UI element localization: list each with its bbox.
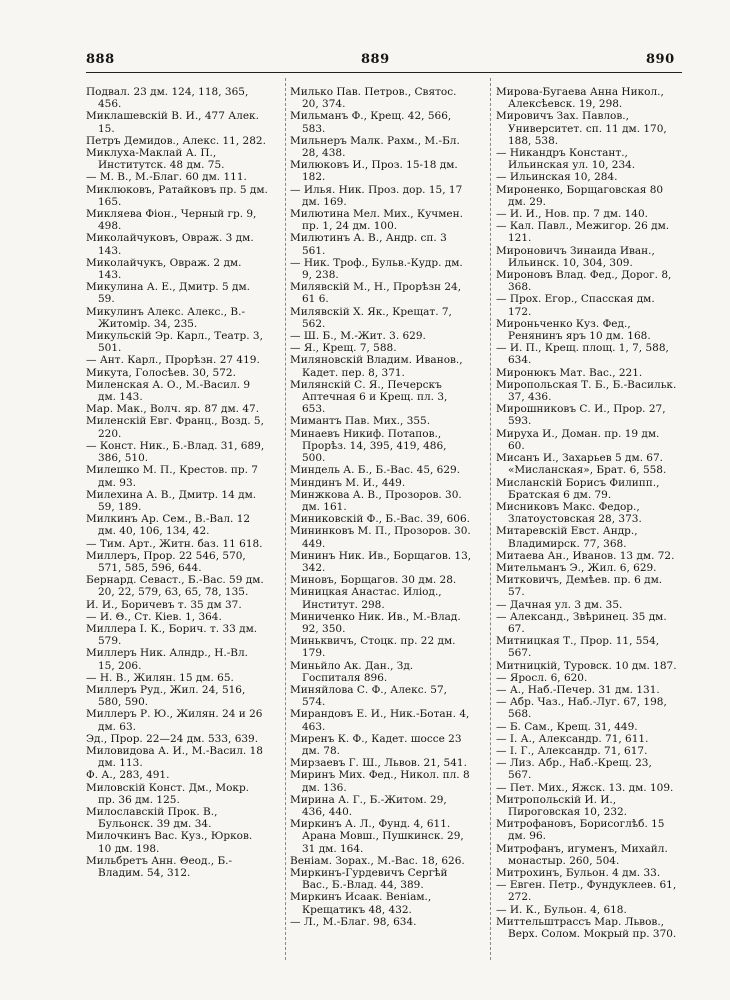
directory-entry: Миллеръ Ник. Алндр., Н.-Вл. 15, 206. — [86, 647, 249, 672]
directory-entry: Митрофановъ, Борисоглѣб. 15 дм. 96. — [496, 818, 665, 843]
directory-entry: Миниченко Ник. Ив., М.-Влад. 92, 350. — [290, 610, 461, 635]
directory-entry: Мирова-Бугаева Анна Никол., Алексѣевск. 19, 298. — [496, 86, 664, 111]
directory-entry: Микулинъ Алекс. Алекс., В.-Житомір. 34, 235. — [86, 305, 246, 330]
directory-entry: — Яросл. 6, 620. — [496, 671, 588, 684]
directory-entry: Миллера I. К., Борич. т. 33 дм. 579. — [86, 622, 258, 648]
directory-entry: Миньйло Ак. Дан., Зд. Госпиталя 896. — [290, 659, 414, 684]
directory-entry: Мительманъ Э., Жил. 6, 629. — [496, 561, 657, 574]
directory-entry: Мироновъ Влад. Фед., Дорог. 8, 368. — [496, 269, 672, 294]
directory-entry: — Александ., Звѣринец. 35 дм. 67. — [496, 610, 667, 635]
page-number-right: 890 — [646, 52, 675, 67]
directory-entry: Милюковъ И., Проз. 15-18 дм. 182. — [290, 159, 458, 184]
directory-entry: Милочкинъ Вас. Куз., Юрков. 10 дм. 198. — [86, 830, 253, 855]
directory-entry: Митрохинъ, Бульон. 4 дм. 33. — [496, 867, 661, 879]
directory-entry: Мирзаевъ Г. Ш., Львов. 21, 541. — [290, 757, 467, 770]
directory-entry: Веніам. Зорах., М.-Вас. 18, 626. — [290, 854, 465, 867]
directory-entry: — Прох. Егор., Спасская дм. 172. — [496, 293, 655, 318]
directory-entry: Милявскій М., Н., Прорѣзн 24, 61 6. — [290, 281, 462, 306]
directory-entry: Миницкая Анастас. Иліод., Институт. 298. — [290, 586, 442, 611]
directory-entry: — Никандръ Констант., Ильинская ул. 10, 234. — [496, 147, 636, 172]
directory-entry: Миллеръ, Прор. 22 546, 570, 571, 585, 596, 644. — [86, 549, 246, 574]
directory-entry: Милютинъ А. В., Андр. сп. 3 561. — [290, 232, 447, 257]
directory-entry: Миллеръ Руд., Жил. 24, 516, 580, 590. — [86, 683, 246, 709]
directory-entry: Митаревскій Евст. Андр., Владимирск. 77, 368. — [496, 525, 638, 550]
directory-entry: Миттельштрассъ Мар. Львов., Верх. Солом. Мокрый пр. 370. — [496, 915, 677, 941]
directory-entry: Миндинъ М. И., 449. — [290, 476, 406, 489]
directory-entry: Миленская А. О., М.-Васил. 9 дм. 143. — [86, 378, 251, 404]
directory-entry: Милкинъ Ар. Сем., В.-Вал. 12 дм. 40, 106, 134, 42. — [86, 513, 251, 538]
directory-entry: Микульскій Эр. Карл., Театр. 3, 501. — [86, 330, 263, 355]
directory-entry: Миропольская Т. Б., Б.-Васильк. 37, 436. — [496, 378, 677, 404]
directory-entry: Минаевъ Никиф. Потапов., Прорѣз. 14, 395, 419, 486, 500. — [290, 427, 447, 465]
directory-entry: Миренъ К. Ф., Кадет. шоссе 23 дм. 78. — [290, 732, 462, 757]
directory-entry: — Конст. Ник., Б.-Влад. 31, 689, 386, 510. — [86, 439, 265, 465]
header-rule — [86, 72, 682, 73]
directory-entry: Микута, Голосѣев. 30, 572. — [86, 366, 236, 379]
directory-entry: Милешко М. П., Крестов. пр. 7 дм. 93. — [86, 464, 258, 489]
directory-entry: Миляновскій Владим. Иванов., Кадет. пер. 8, 371. — [290, 354, 463, 379]
directory-entry: — Лиз. Абр., Наб.-Крещ. 23, 567. — [496, 757, 652, 782]
directory-entry: Милявскій Х. Як., Крещат. 7, 562. — [290, 305, 452, 330]
directory-entry: Миновъ, Борщагов. 30 дм. 28. — [290, 574, 457, 587]
directory-entry: Миринъ Мих. Фед., Никол. пл. 8 дм. 136. — [290, 769, 470, 794]
directory-entry: — А., Наб.-Печер. 31 дм. 131. — [496, 683, 660, 696]
column-separator — [490, 78, 491, 960]
directory-entry: Мар. Мак., Волч. яр. 87 дм. 47. — [86, 403, 260, 416]
directory-entry: Миндель А. Б., Б.-Вас. 45, 629. — [290, 464, 461, 477]
directory-entry: — Ник. Троф., Бульв.-Кудр. дм. 9, 238. — [290, 256, 463, 282]
directory-entry: Миркинъ Исаак. Веніам., Крещатикъ 48, 432. — [290, 891, 432, 916]
directory-entry: Митропольскій И. И., Пироговская 10, 232. — [496, 793, 628, 818]
directory-entry: Микулина А. Е., Дмитр. 5 дм. 59. — [86, 281, 250, 306]
directory-entry: Минжкова А. В., Прозоров. 30. дм. 161. — [290, 488, 462, 513]
directory-entry: — Б. Сам., Крещ. 31, 449. — [496, 720, 638, 733]
directory-entry: — Кал. Павл., Межигор. 26 дм. 121. — [496, 220, 670, 245]
directory-entry: Миколайчуковъ, Овраж. 3 дм. 143. — [86, 232, 254, 257]
directory-entry: Митницкій, Туровск. 10 дм. 187. — [496, 659, 677, 672]
directory-entry: Миронюкъ Мат. Вас., 221. — [496, 366, 643, 379]
directory-entry: Мининковъ М. П., Прозоров. 30. 449. — [290, 525, 471, 550]
directory-entry: Мимантъ Пав. Мих., 355. — [290, 415, 431, 428]
directory-entry: — Евген. Петр., Фундуклеев. 61, 272. — [496, 879, 677, 904]
directory-entry: Милянскій С. Я., Печерскъ Аптечная 6 и Крещ. пл. 3, 653. — [290, 378, 448, 416]
directory-entry: — І. А., Александр. 71, 611. — [496, 732, 649, 745]
directory-entry: Миклуха-Маклай А. П., Институтск. 48 дм. 75. — [86, 147, 225, 172]
directory-entry: — И. И., Нов. пр. 7 дм. 140. — [496, 208, 649, 221]
directory-entry: — И. К., Бульон. 4, 618. — [496, 903, 627, 916]
page-number-left: 888 — [86, 52, 115, 67]
directory-entry: Мисланскій Борисъ Филипп., Братская 6 дм. 79. — [496, 476, 660, 501]
directory-entry: Мировичъ Зах. Павлов., Университет. сп. 11 дм. 170, 188, 538. — [496, 110, 667, 147]
directory-entry: Мируха И., Доман. пр. 19 дм. 60. — [496, 427, 660, 452]
directory-entry: Миняйлова С. Ф., Алекс. 57, 574. — [290, 683, 447, 709]
directory-entry: Миклашевскій В. И., 477 Алек. 15. — [86, 110, 259, 135]
directory-entry: Миклюковъ, Ратайковъ пр. 5 дм. 165. — [86, 183, 268, 208]
directory-entry: Эд., Прор. 22—24 дм. 533, 639. — [86, 732, 259, 745]
directory-entry: Миркинъ А. Л., Фунд. 4, 611. Арана Мовш., Пушкинск. 29, 31 дм. 164. — [290, 818, 464, 855]
directory-entry: Миловскій Конст. Дм., Мокр. пр. 36 дм. 125. — [86, 781, 250, 806]
directory-entry: Митаева Ан., Иванов. 13 дм. 72. — [496, 549, 675, 562]
directory-entry: — Илья. Ник. Проз. дор. 15, 17 дм. 169. — [290, 183, 463, 208]
directory-entry: Мисниковъ Макс. Федор., Златоустовская 28, 373. — [496, 500, 642, 526]
directory-entry: Мильбретъ Анн. Θеод., Б.-Владим. 54, 312. — [86, 854, 233, 879]
directory-entry: Миниковскій Ф., Б.-Вас. 39, 606. — [290, 513, 470, 526]
directory-entry: Миколайчукъ, Овраж. 2 дм. 143. — [86, 256, 242, 282]
directory-entry: Мирошниковъ С. И., Прор. 27, 593. — [496, 403, 666, 428]
directory-entry: — Ш. Б., М.-Жит. 3. 629. — [290, 330, 426, 343]
directory-entry: Мирандовъ Е. И., Ник.-Ботан. 4, 463. — [290, 708, 470, 733]
directory-column-1 — [86, 86, 268, 879]
directory-entry: Мининъ Ник. Ив., Борщагов. 13, 342. — [290, 549, 472, 574]
directory-entry: — Н. В., Жилян. 15 дм. 65. — [86, 671, 234, 684]
column-separator — [285, 78, 286, 960]
directory-entry: Милехина А. В., Дмитр. 14 дм. 59, 189. — [86, 488, 257, 513]
directory-entry: — Ильинская 10, 284. — [496, 171, 618, 184]
directory-entry: Митковичъ, Демѣев. пр. 6 дм. 57. — [496, 574, 663, 599]
directory-entry: Мильманъ Ф., Крещ. 42, 566, 583. — [290, 110, 452, 135]
directory-entry: И. И., Боричевъ т. 35 дм 37. — [86, 598, 242, 611]
directory-entry: — И. Θ., Ст. Кіев. 1, 364. — [86, 610, 222, 623]
directory-entry: Милютина Мел. Мих., Кучмен. пр. 1, 24 дм. 100. — [290, 208, 463, 233]
directory-entry: — Л., М.-Благ. 98, 634. — [290, 915, 417, 928]
directory-entry: Милославскій Прок. В., Бульонск. 39 дм. 34. — [86, 805, 218, 831]
directory-entry: — Ант. Карл., Прорѣзн. 27 419. — [86, 354, 260, 367]
directory-entry: Мильнеръ Малк. Рахм., М.-Бл. 28, 438. — [290, 134, 460, 160]
directory-entry: Петръ Демидов., Алекс. 11, 282. — [86, 134, 266, 147]
directory-entry: — Тим. Арт., Житн. баз. 11 618. — [86, 537, 263, 550]
directory-entry: Подвал. 23 дм. 124, 118, 365, 456. — [86, 86, 249, 111]
directory-entry: Миркинъ-Гурдевичъ Сергѣй Вас., Б.-Влад. 44, 389. — [290, 867, 448, 892]
directory-entry: Мисанъ И., Захарьев 5 дм. 67. «Мисланская», Брат. 6, 558. — [496, 452, 667, 477]
directory-column-3 — [496, 86, 678, 940]
directory-entry: Ф. А., 283, 491. — [86, 769, 170, 782]
directory-entry: — М. В., М.-Благ. 60 дм. 111. — [86, 171, 247, 184]
directory-column-2 — [290, 86, 472, 928]
directory-entry: Митрофанъ, игуменъ, Михайл. монастыр. 260, 504. — [496, 842, 668, 867]
directory-entry: Мироньченко Куз. Фед., Ренянинъ яръ 10 дм. 168. — [496, 317, 651, 343]
directory-entry: Миленскій Евг. Франц., Возд. 5, 220. — [86, 415, 264, 440]
directory-entry: Миньквичъ, Стоцк. пр. 22 дм. 179. — [290, 635, 456, 660]
directory-entry: — И. П., Крещ. площ. 1, 7, 588, 634. — [496, 342, 669, 367]
directory-entry: Мироненко, Борщаговская 80 дм. 29. — [496, 183, 664, 208]
directory-entry: — І. Г., Александр. 71, 617. — [496, 744, 648, 757]
directory-entry: Миловидова А. И., М.-Васил. 18 дм. 113. — [86, 744, 263, 770]
directory-entry: Бернард. Севаст., Б.-Вас. 59 дм. 20, 22, 579, 63, 65, 78, 135. — [86, 574, 264, 599]
directory-entry: Митницкая Т., Прор. 11, 554, 567. — [496, 635, 660, 660]
directory-entry: — Абр. Чаз., Наб.-Луг. 67, 198, 568. — [496, 696, 667, 721]
directory-entry: — Я., Крещ. 7, 588. — [290, 342, 397, 355]
page-number-center: 889 — [361, 52, 390, 67]
directory-entry: — Дачная ул. 3 дм. 35. — [496, 598, 623, 611]
directory-entry: — Пет. Мих., Яжск. 13. дм. 109. — [496, 781, 674, 794]
directory-entry: Мироновичъ Зинаида Иван., Ильинск. 10, 304, 309. — [496, 244, 655, 269]
directory-entry: Милько Пав. Петров., Святос. 20, 374. — [290, 86, 457, 111]
directory-entry: Мирина А. Г., Б.-Житом. 29, 436, 440. — [290, 793, 447, 818]
directory-entry: Микляева Фіон., Черный гр. 9, 498. — [86, 208, 257, 233]
directory-entry: Миллеръ Р. Ю., Жилян. 24 и 26 дм. 63. — [86, 708, 263, 733]
